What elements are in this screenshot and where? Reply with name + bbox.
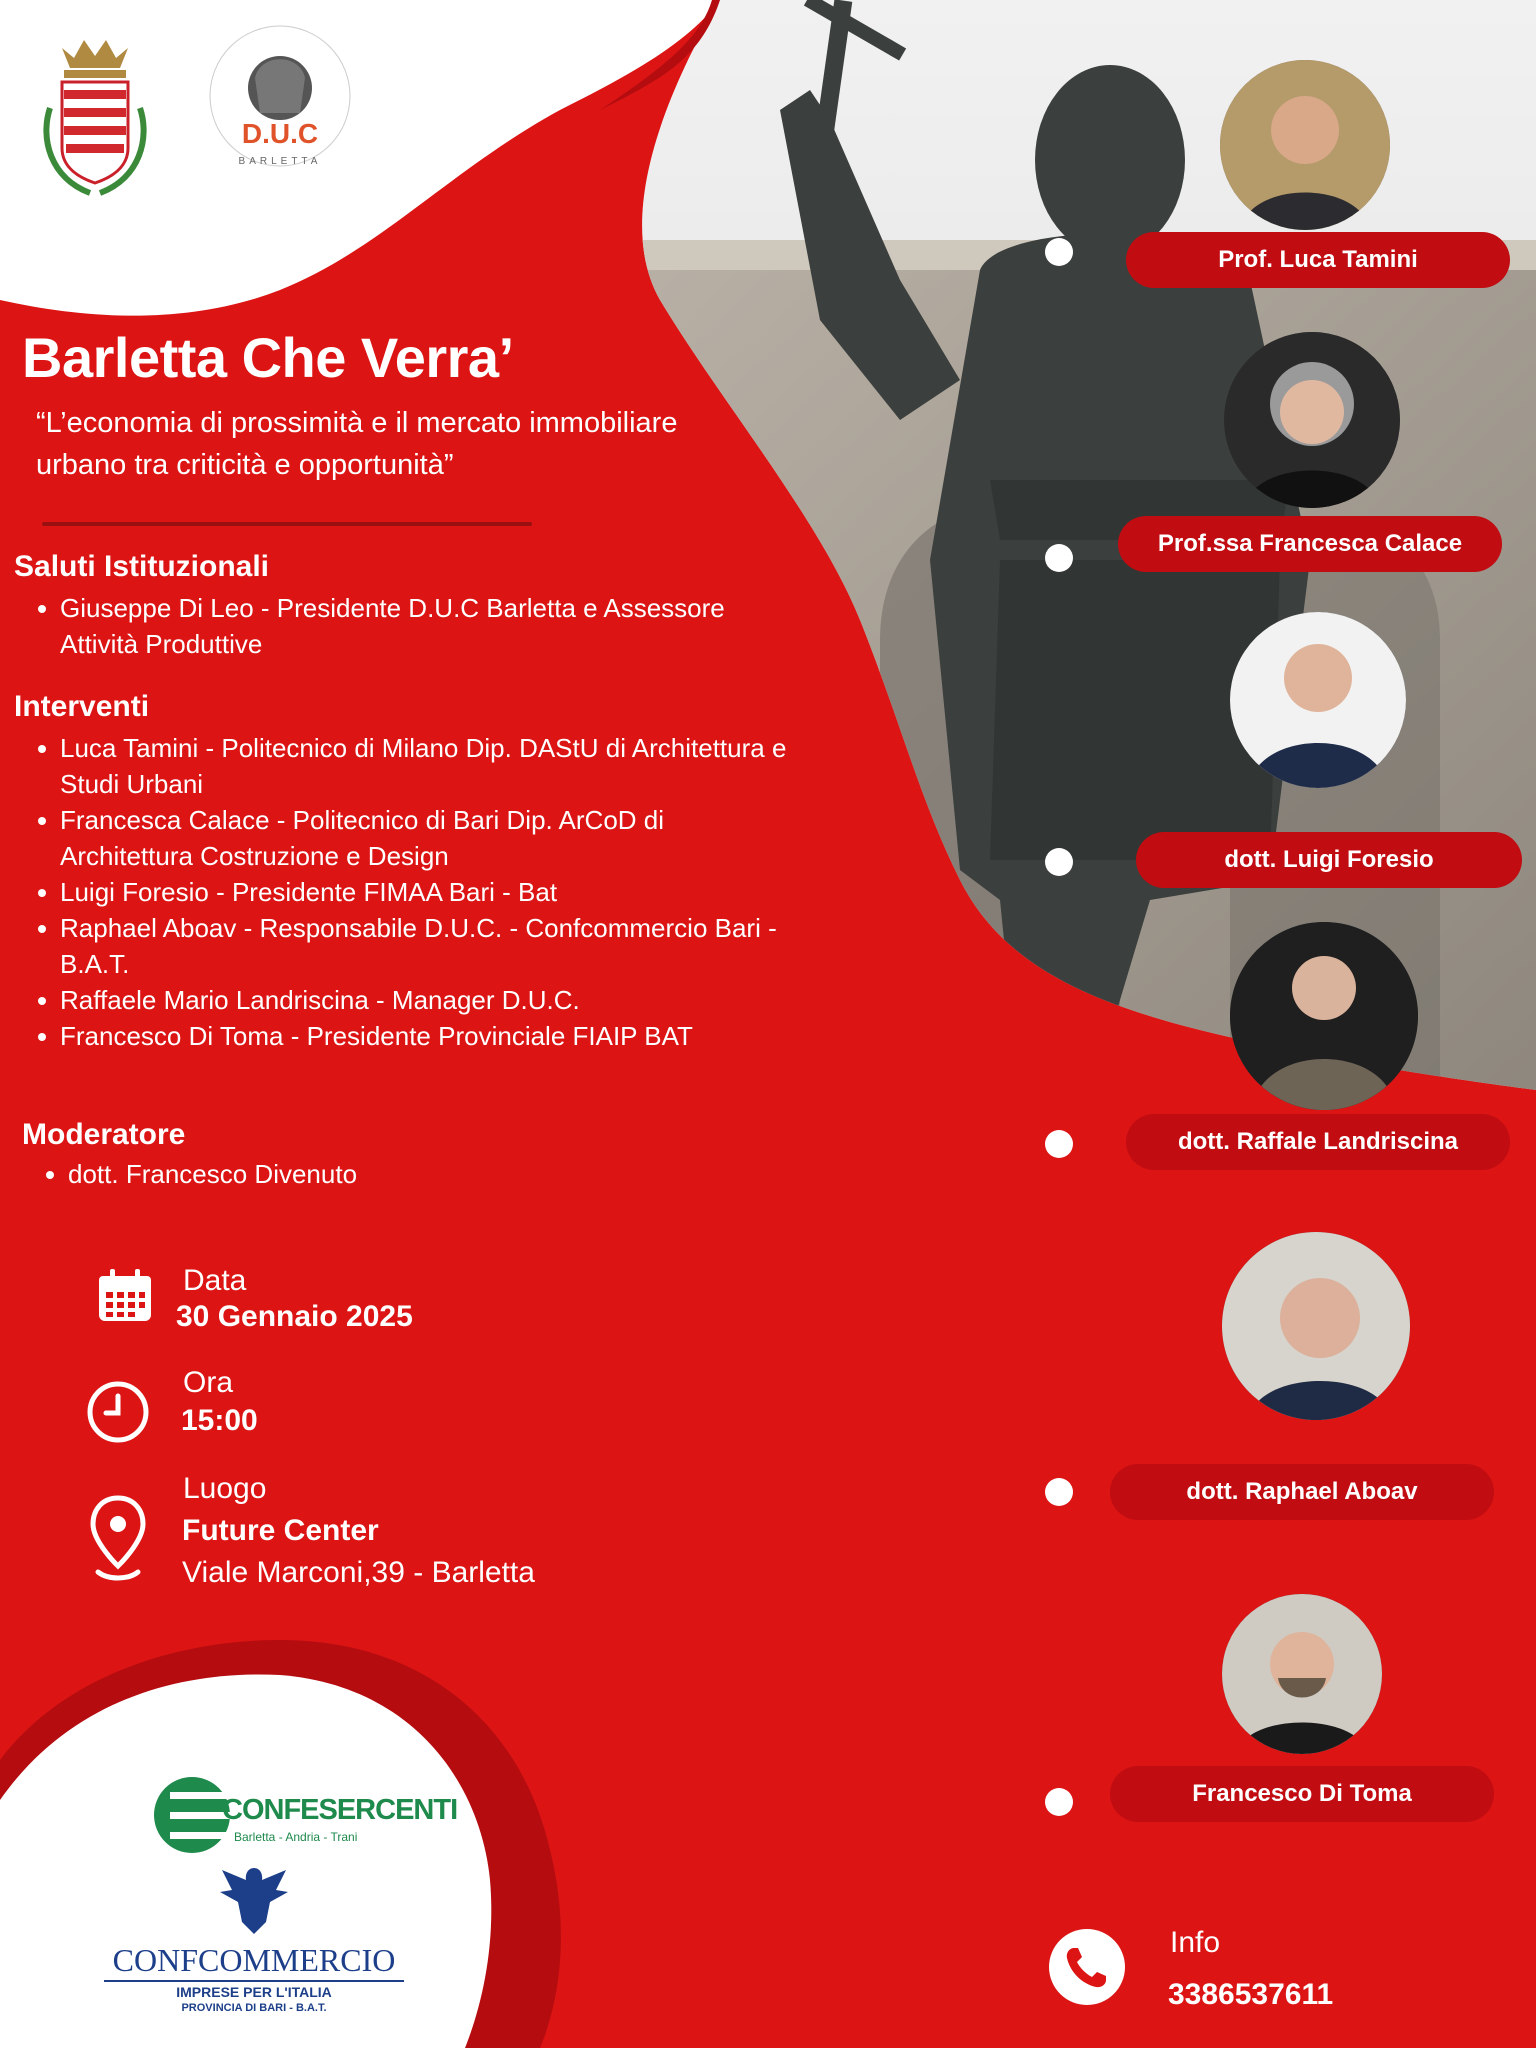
speaker-name-landriscina: dott. Raffale Landriscina bbox=[1126, 1114, 1510, 1170]
speaker-name-ditoma: Francesco Di Toma bbox=[1110, 1766, 1494, 1822]
confcommercio-eagle-icon bbox=[212, 1862, 296, 1936]
speaker-photo-aboav bbox=[1222, 1232, 1410, 1420]
duc-mark: D.U.C bbox=[241, 118, 319, 149]
speaker-name-foresio: dott. Luigi Foresio bbox=[1136, 832, 1522, 888]
calendar-icon bbox=[96, 1268, 154, 1324]
speaker-photo-landriscina bbox=[1230, 922, 1418, 1110]
speaker-photo-tamini bbox=[1220, 60, 1390, 230]
interventi-item: Francesca Calace - Politecnico di Bari Dip. ArCoD di Architettura Costruzione e Design bbox=[34, 802, 794, 874]
time-value: 15:00 bbox=[181, 1404, 258, 1437]
saluti-heading: Saluti Istituzionali bbox=[14, 550, 270, 583]
saluti-list bbox=[34, 590, 794, 662]
confesercenti-logo bbox=[150, 1772, 458, 1862]
confcommercio-prov: PROVINCIA DI BARI - B.A.T. bbox=[181, 2002, 327, 2014]
timeline-dot bbox=[1045, 544, 1073, 572]
place-address: Viale Marconi,39 - Barletta bbox=[182, 1556, 535, 1589]
speaker-photo-foresio bbox=[1230, 612, 1406, 788]
moderatore-item: dott. Francesco Divenuto bbox=[42, 1156, 642, 1192]
interventi-item: Luigi Foresio - Presidente FIMAA Bari - Bat bbox=[34, 874, 794, 910]
timeline-dot bbox=[1045, 1788, 1073, 1816]
speaker-name-tamini: Prof. Luca Tamini bbox=[1126, 232, 1510, 288]
barletta-coat-of-arms-logo bbox=[30, 28, 160, 203]
confesercenti-name: CONFESERCENTI bbox=[222, 1794, 458, 1826]
event-title: Barletta Che Verra’ bbox=[22, 326, 514, 389]
clock-icon bbox=[86, 1380, 150, 1444]
speaker-name-calace: Prof.ssa Francesca Calace bbox=[1118, 516, 1502, 572]
timeline-dot bbox=[1045, 1478, 1073, 1506]
interventi-item: Francesco Di Toma - Presidente Provinciale FIAIP BAT bbox=[34, 1018, 794, 1054]
duc-city: BARLETTA bbox=[238, 156, 322, 167]
info-label: Info bbox=[1170, 1926, 1221, 1959]
speaker-photo-calace bbox=[1224, 332, 1400, 508]
confcommercio-logo bbox=[104, 1942, 404, 2012]
interventi-item: Raphael Aboav - Responsabile D.U.C. - Confcommercio Bari - B.A.T. bbox=[34, 910, 794, 982]
duc-logo bbox=[205, 18, 355, 183]
phone-icon bbox=[1048, 1928, 1126, 2006]
info-phone[interactable]: 3386537611 bbox=[1168, 1978, 1334, 2011]
interventi-list bbox=[34, 730, 794, 1054]
confcommercio-sub: IMPRESE PER L'ITALIA bbox=[104, 1980, 404, 2000]
moderatore-heading: Moderatore bbox=[22, 1118, 186, 1151]
timeline-dot bbox=[1045, 1130, 1073, 1158]
speaker-photo-ditoma bbox=[1222, 1594, 1382, 1754]
date-value: 30 Gennaio 2025 bbox=[176, 1300, 413, 1333]
time-label: Ora bbox=[183, 1366, 234, 1399]
timeline-dot bbox=[1045, 238, 1073, 266]
place-value: Future Center bbox=[182, 1514, 379, 1547]
divider bbox=[42, 522, 532, 526]
moderatore-list bbox=[42, 1156, 642, 1192]
confesercenti-sub: Barletta - Andria - Trani bbox=[234, 1830, 358, 1844]
timeline-dot bbox=[1045, 848, 1073, 876]
speaker-name-aboav: dott. Raphael Aboav bbox=[1110, 1464, 1494, 1520]
interventi-item: Raffaele Mario Landriscina - Manager D.U.C. bbox=[34, 982, 794, 1018]
event-subtitle: “L’economia di prossimità e il mercato immobiliare urbano tra criticità e opportunità” bbox=[36, 407, 678, 481]
interventi-item: Luca Tamini - Politecnico di Milano Dip. DAStU di Architettura e Studi Urbani bbox=[34, 730, 794, 802]
saluti-item: Giuseppe Di Leo - Presidente D.U.C Barletta e Assessore Attività Produttive bbox=[34, 590, 794, 662]
place-label: Luogo bbox=[183, 1472, 267, 1505]
confcommercio-name: CONFCOMMERCIO bbox=[112, 1942, 396, 1978]
location-pin-icon bbox=[88, 1494, 148, 1584]
interventi-heading: Interventi bbox=[14, 690, 150, 723]
date-label: Data bbox=[183, 1264, 247, 1297]
